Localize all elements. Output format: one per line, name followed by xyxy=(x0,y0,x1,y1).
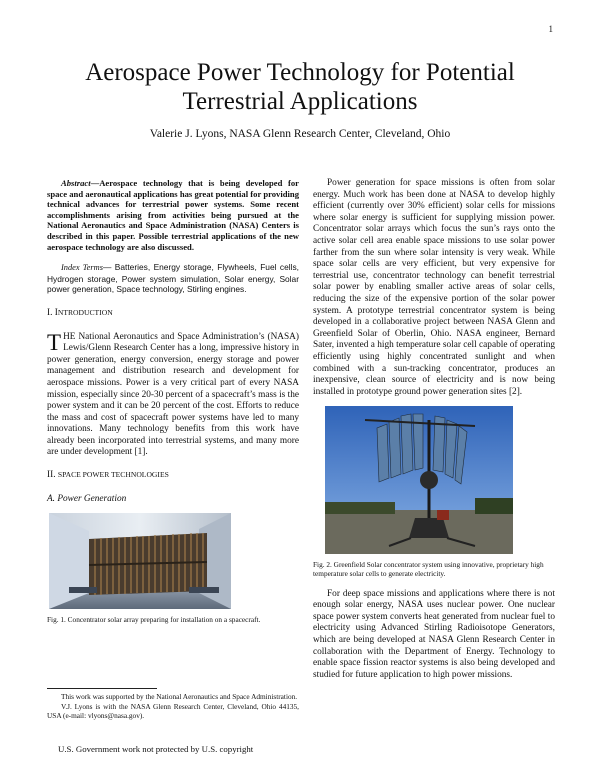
figure-2-caption: Fig. 2. Greenfield Solar concentrator system using innovative, proprietary high temperature solar cells to generate electricity. xyxy=(313,560,544,579)
footnote-funding: This work was supported by the National Aeronautics and Space Administration. xyxy=(61,692,298,701)
dropcap: T xyxy=(47,329,62,355)
figure-1-caption: Fig. 1. Concentrator solar array preparing for installation on a spacecraft. xyxy=(47,615,261,625)
author-line: Valerie J. Lyons, NASA Glenn Research Center, Cleveland, Ohio xyxy=(149,128,451,140)
right-column xyxy=(313,178,555,689)
left-column xyxy=(47,178,299,634)
footnotes xyxy=(47,692,299,721)
abstract-text: —Aerospace technology that is being developed for space and aeronautical applications has great potential for providing technical advances for terrestrial power systems. Some recent accomplishments arising from activities being pursued at the National Aeronautics and Space Administration (NASA) Centers is described in this paper. Possible terrestrial applications of the new aerospace technology are also discussed. xyxy=(47,178,299,252)
section-2-title: SPACE POWER TECHNOLOGIES xyxy=(57,470,169,480)
copyright-notice: U.S. Government work not protected by U.S. copyright xyxy=(58,744,254,754)
power-generation-paragraph: Power generation for space missions is often from solar energy. Much work has been done at NASA to develop highly efficient (currently over 30% efficient) solar cells for missions where solar energy is sufficient for supplying mission power. Concentrator solar arrays which focus the sun’s rays onto the active solar cell area enable space missions to use solar power farther from the sun where solar intensity is very weak. While space solar cells are very efficient, but very expensive for terrestrial use, concentrator technology can benefit terrestrial solar power by enabling smaller active areas of solar cells, reducing the size of the expensive portion of the solar power system. A prototype terrestrial concentrator system is being developed in a collaborative project between NASA Glenn and Greenfield Solar of Oberlin, Ohio. NASA engineer, Bernard Sater, invented a high temperature solar cell capable of operating efficiently using highly concentrated sunlight and when combined with a sun-tracking concentrator, produces an inexpensive, clean source of electricity and is now being installed in prototype ground power generation sites [2]. xyxy=(313,178,555,397)
section-1-number: I. I xyxy=(47,307,58,318)
intro-text: HE National Aeronautics and Space Administration’s (NASA) Lewis/Glenn Research Center has a long, impressive history in power generation, energy conversion, energy storage and power management and distribution research and development for aerospace missions. Power is a very critical part of every NASA mission, especially since 20-30 percent of a spacecraft’s mass is the power system and it can be 20 percent of the cost. Efforts to reduce the mass and cost of spacecraft power systems have led to many innovations. Many technology benefits from this work have already been incorporated into terrestrial systems, and many more are under development [1]. xyxy=(47,331,299,458)
paper-title xyxy=(40,58,560,116)
nuclear-power-paragraph: For deep space missions and applications where there is not enough solar energy, NASA uses nuclear power. One nuclear space power system converts heat generated from nuclear fuel to electricity using Advanced Stirling Radioisotope Generators, which are being developed at NASA Glenn Research Center in collaboration with the Department of Energy. Technology to enable space fission reactor systems is also being developed and studied for future application to high power missions. xyxy=(313,588,555,680)
intro-paragraph xyxy=(47,329,299,460)
subsection-power-generation: A. Power Generation xyxy=(47,493,127,504)
footnote-rule xyxy=(47,688,157,689)
footnote-affiliation: V.J. Lyons is with the NASA Glenn Research Center, Cleveland, Ohio 44135, USA (e-mail: vlyons@nasa.gov). xyxy=(47,702,299,720)
index-terms-text: — Batteries, Energy storage, Flywheels, Fuel cells, Hydrogen storage, Power system simulation, Solar energy, Solar power generation, Space technology, Stirling engines. xyxy=(47,262,299,295)
figure-1-concentrator-array xyxy=(49,513,231,609)
figure-2-greenfield-concentrator xyxy=(325,406,513,554)
abstract-lead: Abstract xyxy=(61,178,91,188)
index-terms xyxy=(47,262,299,295)
section-1-title: NTRODUCTION xyxy=(57,307,113,317)
title-line-2: Terrestrial Applications xyxy=(182,88,418,115)
section-heading-introduction xyxy=(47,307,299,320)
index-terms-lead: Index Terms xyxy=(61,263,103,273)
title-line-1: Aerospace Power Technology for Potential xyxy=(85,59,515,86)
section-2-number: II. xyxy=(47,470,58,481)
section-heading-space-power xyxy=(47,469,299,482)
page-number: 1 xyxy=(548,24,553,34)
abstract xyxy=(47,178,299,252)
